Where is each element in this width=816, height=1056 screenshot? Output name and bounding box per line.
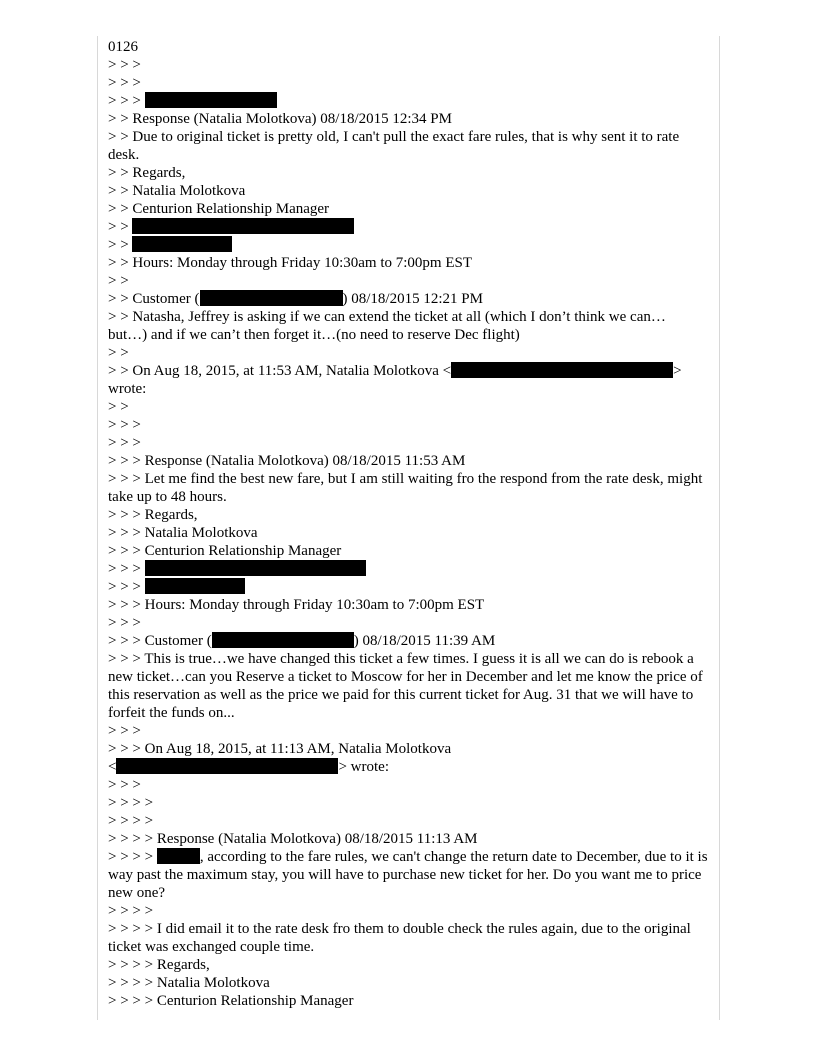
thread-line: > > Hours: Monday through Friday 10:30am to 7:00pm EST bbox=[108, 255, 472, 271]
thread-line-redacted bbox=[108, 92, 708, 110]
thread-line: > > > Hours: Monday through Friday 10:30am to 7:00pm EST bbox=[108, 597, 485, 613]
line-prefix: < bbox=[108, 759, 117, 775]
redaction-bar bbox=[116, 758, 338, 774]
thread-line-redacted bbox=[108, 848, 712, 902]
redaction-bar bbox=[451, 362, 673, 378]
page-border-left bbox=[97, 36, 98, 1020]
line-prefix: > > > bbox=[108, 561, 145, 577]
thread-line: > > bbox=[108, 399, 129, 415]
thread-line-redacted bbox=[108, 560, 708, 578]
thread-line: > > > > bbox=[108, 795, 154, 811]
thread-line: > > > bbox=[108, 435, 141, 451]
thread-line: > > Due to original ticket is pretty old, I can't pull the exact fare rules, that is why sent it to rate desk. bbox=[108, 129, 683, 163]
thread-line-redacted bbox=[108, 290, 708, 308]
thread-line: wrote: bbox=[108, 381, 147, 397]
thread-line: > > > bbox=[108, 777, 141, 793]
line-prefix: > > > Customer ( bbox=[108, 633, 212, 649]
line-prefix: > > > > bbox=[108, 849, 157, 865]
line-suffix: ) 08/18/2015 12:21 PM bbox=[342, 291, 483, 307]
line-suffix: > bbox=[673, 363, 682, 379]
thread-line: > > > > bbox=[108, 903, 154, 919]
page-border-right bbox=[719, 36, 720, 1020]
redaction-bar bbox=[132, 236, 232, 252]
thread-line: > > > On Aug 18, 2015, at 11:13 AM, Natalia Molotkova bbox=[108, 741, 452, 757]
line-prefix: > > Customer ( bbox=[108, 291, 200, 307]
thread-line-redacted bbox=[108, 758, 708, 776]
thread-line: > > > bbox=[108, 57, 141, 73]
thread-line-redacted bbox=[108, 218, 708, 236]
thread-line: > > > Response (Natalia Molotkova) 08/18/2015 11:53 AM bbox=[108, 453, 466, 469]
thread-line-redacted bbox=[108, 632, 708, 650]
email-thread-lines bbox=[108, 56, 712, 1010]
thread-line: > > > > Response (Natalia Molotkova) 08/18/2015 11:13 AM bbox=[108, 831, 478, 847]
thread-line: > > Response (Natalia Molotkova) 08/18/2015 12:34 PM bbox=[108, 111, 452, 127]
thread-line: > > > > Centurion Relationship Manager bbox=[108, 993, 354, 1009]
line-suffix: ) 08/18/2015 11:39 AM bbox=[353, 633, 496, 649]
thread-line: > > > Natalia Molotkova bbox=[108, 525, 258, 541]
thread-line: > > bbox=[108, 273, 129, 289]
thread-line-redacted bbox=[108, 362, 708, 380]
line-prefix: > > > bbox=[108, 579, 145, 595]
thread-line: > > > Let me find the best new fare, but I am still waiting fro the respond from the rate desk, might take up to 48 hours. bbox=[108, 471, 707, 505]
redaction-bar bbox=[157, 848, 200, 864]
thread-line: > > > > Natalia Molotkova bbox=[108, 975, 270, 991]
thread-line: > > bbox=[108, 345, 129, 361]
line-prefix: > > > bbox=[108, 93, 145, 109]
thread-line: > > > > bbox=[108, 813, 154, 829]
thread-line: > > > bbox=[108, 417, 141, 433]
redaction-bar bbox=[145, 92, 277, 108]
thread-line-redacted bbox=[108, 236, 708, 254]
thread-line: > > > bbox=[108, 75, 141, 91]
thread-line: > > > This is true…we have changed this ticket a few times. I guess it is all we can do is rebook a new ticket…can you Reserve a ticket to Moscow for her in December and let me know the price of this reservation as well as the price we paid for this current ticket for Aug. 31 that we will have to forfeit the funds on... bbox=[108, 651, 707, 721]
thread-line: > > > bbox=[108, 723, 141, 739]
redaction-bar bbox=[132, 218, 354, 234]
bates-number: 0126 bbox=[108, 39, 138, 55]
line-prefix: > > On Aug 18, 2015, at 11:53 AM, Natalia Molotkova < bbox=[108, 363, 452, 379]
thread-line: > > > Regards, bbox=[108, 507, 198, 523]
line-prefix: > > bbox=[108, 237, 133, 253]
thread-line: > > > > Regards, bbox=[108, 957, 210, 973]
line-prefix: > > bbox=[108, 219, 133, 235]
thread-line: > > Natalia Molotkova bbox=[108, 183, 246, 199]
redaction-bar bbox=[212, 632, 354, 648]
redaction-bar bbox=[145, 560, 366, 576]
redaction-bar bbox=[200, 290, 343, 306]
thread-line-redacted bbox=[108, 578, 708, 596]
thread-line: > > > bbox=[108, 615, 141, 631]
thread-line: > > > Centurion Relationship Manager bbox=[108, 543, 342, 559]
email-thread-document bbox=[108, 38, 712, 1010]
thread-line: > > Regards, bbox=[108, 165, 186, 181]
thread-line: > > Natasha, Jeffrey is asking if we can extend the ticket at all (which I don’t think we can… but…) and if we can’t then forget it…(no need to reserve Dec flight) bbox=[108, 309, 670, 343]
thread-line: > > Centurion Relationship Manager bbox=[108, 201, 330, 217]
redaction-bar bbox=[145, 578, 245, 594]
thread-line: > > > > I did email it to the rate desk fro them to double check the rules again, due to the original ticket was exchanged couple time. bbox=[108, 921, 695, 955]
line-suffix: , according to the fare rules, we can't change the return date to December, due to it is way past the maximum stay, you will have to purchase new ticket for her. Do you want me to price new one? bbox=[108, 849, 712, 901]
line-suffix: > wrote: bbox=[338, 759, 389, 775]
